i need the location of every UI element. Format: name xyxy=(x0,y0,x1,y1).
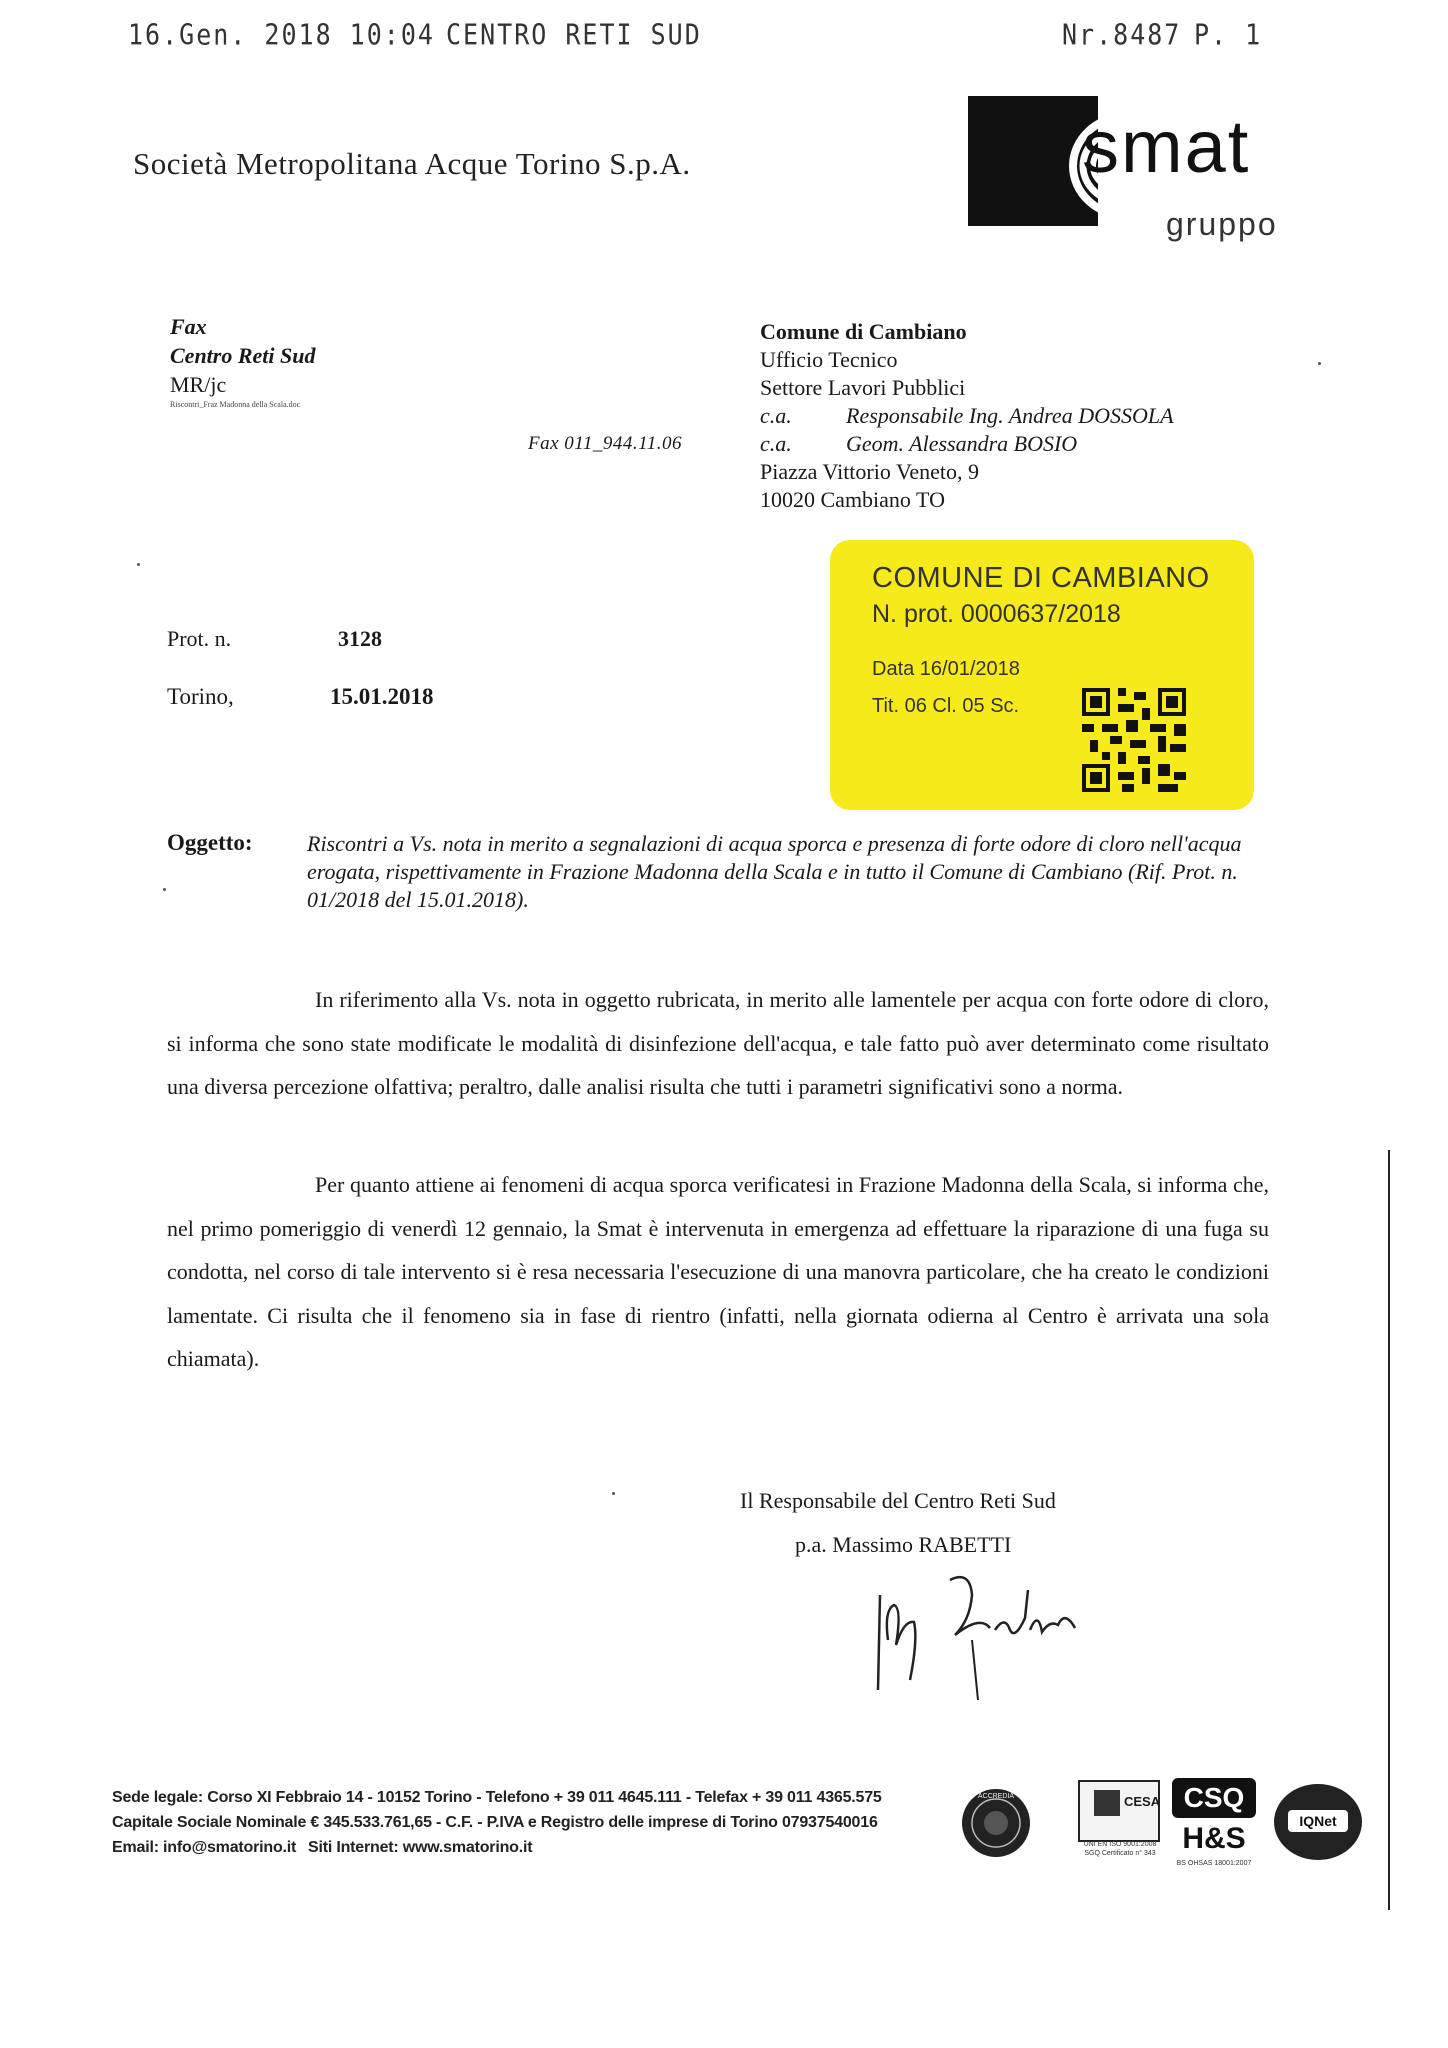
footer-email: Email: info@smatorino.it xyxy=(112,1839,297,1856)
footer-web: Siti Internet: www.smatorino.it xyxy=(308,1839,533,1856)
cesa-text: CESA xyxy=(1124,1794,1161,1809)
ca2-label: c.a. xyxy=(760,431,792,456)
sender-office: Centro Reti Sud xyxy=(170,343,316,368)
ca2-name: Geom. Alessandra BOSIO xyxy=(846,431,1078,456)
cesa-note-1: UNI EN ISO 9001:2008 xyxy=(1083,1841,1157,1848)
scan-speck xyxy=(163,888,166,891)
cesa-note-2: SGQ Certificato n° 343 xyxy=(1084,1850,1156,1857)
recipient-block xyxy=(760,318,1174,514)
scan-speck xyxy=(612,1492,615,1495)
footer-line2: Capitale Sociale Nominale € 345.533.761,65 - C.F. - P.IVA e Registro delle imprese di Torino 07937540016 xyxy=(112,1814,878,1831)
sender-ref: MR/jc xyxy=(170,372,227,397)
recipient-ca1 xyxy=(760,402,1174,430)
prot-label: Prot. n. xyxy=(167,626,232,651)
hs-logo: H&S xyxy=(1182,1822,1246,1855)
stamp-title: COMUNE DI CAMBIANO xyxy=(872,562,1210,594)
recipient-city: 10020 Cambiano TO xyxy=(760,487,945,512)
scan-margin-line xyxy=(1388,1150,1390,1910)
footer-line1: Sede legale: Corso XI Febbraio 14 - 10152 Torino - Telefono + 39 011 4645.111 - Telefax + 39 011 4365.575 xyxy=(112,1789,882,1806)
footer xyxy=(112,1785,882,1860)
accredia-seal-icon xyxy=(960,1778,1032,1868)
iqnet-text: IQNet xyxy=(1288,1810,1348,1832)
fax-datetime: 16.Gen. 2018 10:04 xyxy=(128,18,435,52)
logo-sub: gruppo xyxy=(1166,206,1278,242)
cesa-notes xyxy=(1060,1840,1180,1858)
recipient-dept1: Ufficio Tecnico xyxy=(760,347,898,372)
csq-logo: CSQ xyxy=(1172,1778,1256,1818)
stamp-prot: N. prot. 0000637/2018 xyxy=(872,600,1121,628)
recipient-dept2: Settore Lavori Pubblici xyxy=(760,375,966,400)
subject-label: Oggetto: xyxy=(167,830,253,855)
body-paragraph-2 xyxy=(167,1163,1269,1381)
ca1-name: Responsabile Ing. Andrea DOSSOLA xyxy=(846,403,1174,428)
stamp-date: Data 16/01/2018 xyxy=(872,658,1020,680)
prot-value: 3128 xyxy=(338,626,382,651)
protocol-stamp xyxy=(830,540,1254,810)
ca1-label: c.a. xyxy=(760,403,792,428)
sender-fax-number: Fax 011_944.11.06 xyxy=(528,433,682,454)
smat-logo-icon xyxy=(968,96,1098,226)
hs-note: BS OHSAS 18001:2007 xyxy=(1176,1860,1252,1867)
iqnet-seal-icon xyxy=(1274,1784,1362,1860)
closing-role: Il Responsabile del Centro Reti Sud xyxy=(740,1488,1056,1513)
scan-speck xyxy=(1318,362,1321,365)
place-label: Torino, xyxy=(167,684,234,709)
signature-icon xyxy=(860,1550,1120,1710)
accredia-text: ACCREDIA xyxy=(977,1793,1015,1800)
recipient-ca2 xyxy=(760,430,1174,458)
body-paragraph-1-text: In riferimento alla Vs. nota in oggetto rubricata, in merito alle lamentele per acqua con forte odore di cloro, si informa che sono state modificate le modalità di disinfezione dell'acqua, e tale fatto può aver determinato come risultato una diversa percezione olfattiva; peraltro, dalle analisi risulta che tutti i parametri significativi sono a norma. xyxy=(167,987,1269,1099)
qr-code-icon xyxy=(1082,688,1186,792)
body-paragraph-2-text: Per quanto attiene ai fenomeni di acqua sporca verificatesi in Frazione Madonna della Scala, si informa che, nel primo pomeriggio di venerdì 12 gennaio, la Smat è intervenuta in emergenza ad effettuare la riparazione di una fuga su condotta, nel corso di tale intervento si è resa necessaria l'esecuzione di una manovra particolare, che ha creato le condizioni lamentate. Ci risulta che il fenomeno sia in fase di rientro (infatti, nella giornata odierna al Centro è arrivata una sola chiamata). xyxy=(167,1172,1269,1371)
subject-text: Riscontri a Vs. nota in merito a segnalazioni di acqua sporca e presenza di forte odore di cloro nell'acqua erogata, rispettivamente in Frazione Madonna della Scala e in tutto il Comune di Cambiano (Rif. Prot. n. 01/2018 del 15.01.2018). xyxy=(307,831,1242,912)
footer-line3 xyxy=(112,1835,882,1860)
company-name: Società Metropolitana Acque Torino S.p.A. xyxy=(133,146,691,181)
fax-number: Nr.8487 xyxy=(1062,18,1182,52)
closing-name: p.a. Massimo RABETTI xyxy=(795,1532,1012,1557)
recipient-entity: Comune di Cambiano xyxy=(760,319,967,344)
fax-page: P. 1 xyxy=(1194,18,1263,52)
stamp-classification: Tit. 06 Cl. 05 Sc. xyxy=(872,695,1020,717)
cesa-logo-icon xyxy=(1078,1780,1160,1842)
scan-speck xyxy=(137,563,140,566)
sender-block xyxy=(170,312,315,411)
letter-date: 15.01.2018 xyxy=(330,684,434,709)
fax-office: CENTRO RETI SUD xyxy=(446,18,702,52)
body-paragraph-1 xyxy=(167,978,1269,1109)
sender-type: Fax xyxy=(170,314,207,339)
sender-filename: Riscontri_Fraz Madonna della Scala.doc xyxy=(170,400,301,409)
recipient-street: Piazza Vittorio Veneto, 9 xyxy=(760,459,980,484)
logo-name: smat xyxy=(1082,105,1251,188)
